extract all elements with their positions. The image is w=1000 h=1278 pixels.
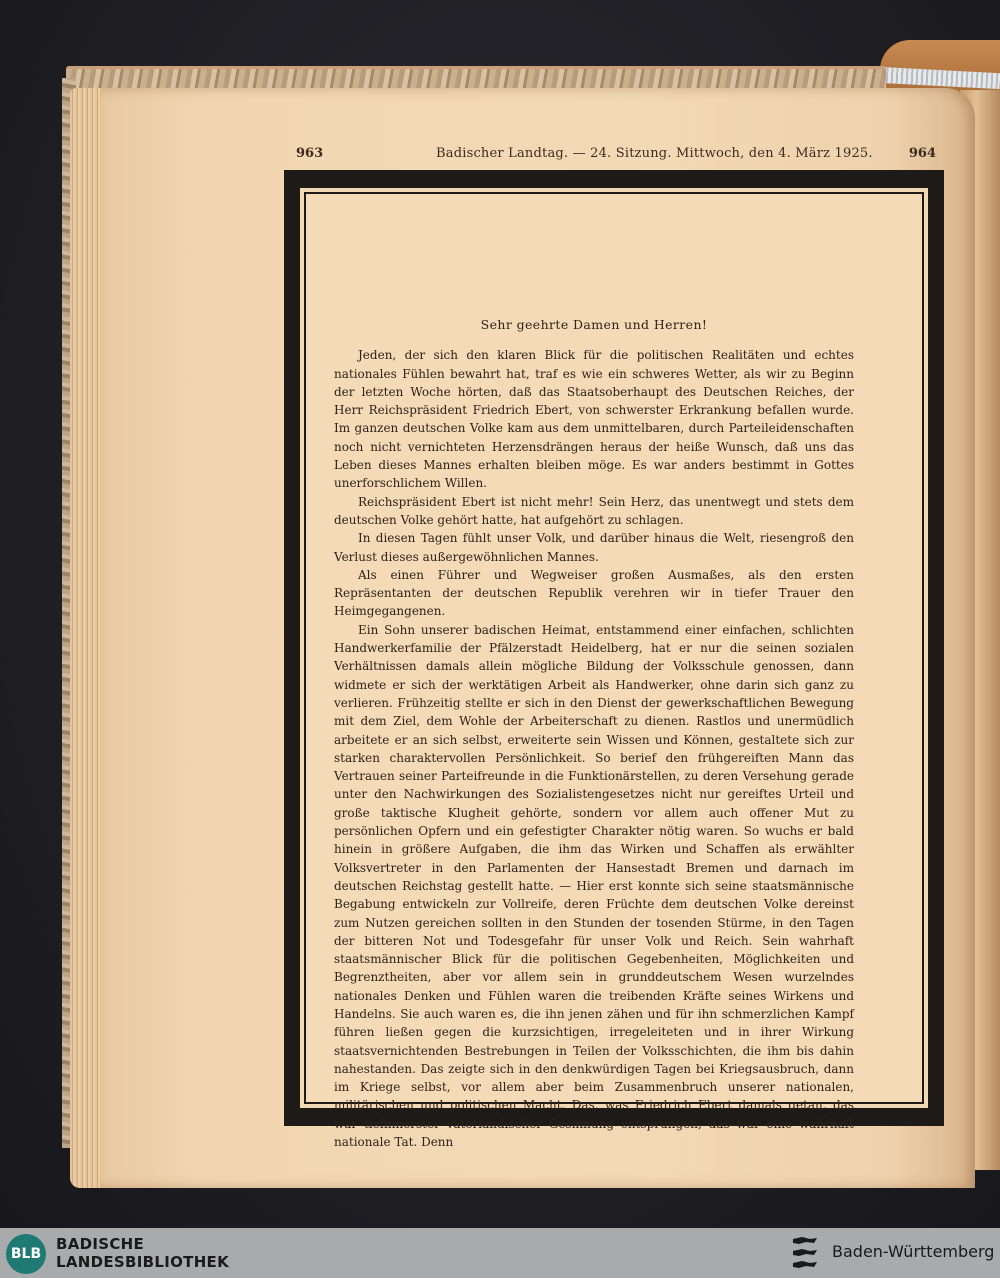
letter-paragraph: Jeden, der sich den klaren Blick für die politischen Realitäten und echtes nationales Fühlen bewahrt hat, traf es wie ein schweres Wetter, als wir zu Beginn der letzten Woche hörten, daß das Staatsoberhaupt des Deutschen Reiches, der Herr Reichspräsident Friedrich Ebert, von schwerster Erkrankung befallen wurde. Im ganzen deutschen Volke kam aus dem unmittelbaren, durch Parteileidenschaften noch nicht vernichteten Herzensdrängen heraus der heiße Wunsch, daß uns das Leben dieses Mannes erhalten bleiben möge. Es war anders bestimmt in Gottes unerforschlichem Willen. — [334, 348, 854, 491]
baden-wuerttemberg-lions-icon — [790, 1234, 820, 1272]
memorial-letter — [334, 316, 854, 1151]
left-page-number: 963 — [296, 146, 324, 161]
footer-bar — [0, 1228, 1000, 1278]
running-head-title: Badischer Landtag. — 24. Sitzung. Mittwoch, den 4. März 1925. — [436, 146, 873, 161]
letter-paragraph: In diesen Tagen fühlt unser Volk, und darüber hinaus die Welt, riesengroß den Verlust dieses außergewöhnlichen Mannes. — [334, 531, 854, 564]
letter-paragraph: Reichspräsident Ebert ist nicht mehr! Sein Herz, das unentwegt und stets dem deutschen Volke gehört hatte, hat aufgehört zu schlagen. — [334, 494, 854, 527]
state-name[interactable]: Baden-Württemberg — [832, 1242, 995, 1261]
right-page-number: 964 — [908, 146, 936, 161]
library-name-line1: BADISCHE — [56, 1235, 145, 1253]
blb-logo[interactable]: BLB — [6, 1234, 46, 1274]
running-head — [296, 146, 936, 168]
letter-paragraph: Als einen Führer und Wegweiser großen Ausmaßes, als den ersten Repräsentanten der deutschen Republik verehren wir in tiefer Trauer den Heimgegangenen. — [334, 567, 854, 619]
letter-salutation: Sehr geehrte Damen und Herren! — [480, 317, 708, 332]
letter-paragraph: Ein Sohn unserer badischen Heimat, entstammend einer einfachen, schlichten Handwerkerfamilie der Pfälzerstadt Heidelberg, hat er nur die seinen sozialen Verhältnissen damals allein mögliche Bildung der Volksschule genossen, dann widmete er sich der werktätigen Arbeit als Handwerker, ohne darin sich ganz zu verlieren. Frühzeitig stellte er sich in den Dienst der gewerkschaftlichen Bewegung mit dem Ziel, dem Wohle der Arbeiterschaft zu dienen. Rastlos und unermüdlich arbeitete er an sich selbst, erweiterte sein Wissen und Können, gestaltete sich zur starken charaktervollen Persönlichkeit. So berief den frühgereiften Mann das Vertrauen seiner Parteifreunde in die Funktionärstellen, zu deren Versehung gerade unter den Nachwirkungen des Sozialistengesetzes nicht nur gereiftes Urteil und große taktische Klugheit gehörte, sondern vor allem auch offener Mut zu persönlichen Opfern und ein gefestigter Charakter nötig waren. So wuchs er bald hinein in größere Aufgaben, die ihm das Wirken und Schaffen als erwählter Volksvertreter in den Parlamenten der Hansestadt Bremen und darnach im deutschen Reichstag gestellt hatte. — Hier erst konnte sich seine staatsmännische Begabung entwickeln zur Vollreife, deren Früchte dem deutschen Volke dereinst zum Nutzen gereichen sollten in den Stunden der tosenden Stürme, in den Tagen der bitteren Not und Todesgefahr für unser Volk und Reich. Sein wahrhaft staatsmännischer Blick für die politischen Gegebenheiten, Möglichkeiten und Begrenztheiten, aber vor allem sein in grunddeutschem Wesen wurzelndes nationales Denken und Fühlen waren die treibenden Kräfte seines Wirkens und Handelns. Sie auch waren es, die ihn jenen zähen und für ihn schmerzlichen Kampf führen ließen gegen die kurzsichtigen, irregeleiteten und in ihrer Wirkung staatsvernichtenden Bestrebungen in Teilen der Volksschichten, die ihm bis dahin nahestanden. Das zeigte sich in den denkwürdigen Tagen bei Kriegsausbruch, dann im Kriege selbst, vor allem aber beim Zusammenbruch unserer nationalen, militärischen und politischen Macht. Das, was Friedrich Ebert damals getan, das war tiefinnerster vaterländischer Gesinnung entsprungen, das war eine wahrhaft nationale Tat. Denn — [334, 622, 854, 1150]
mourning-border — [284, 170, 944, 1150]
library-name-line2: LANDESBIBLIOTHEK — [56, 1253, 230, 1271]
